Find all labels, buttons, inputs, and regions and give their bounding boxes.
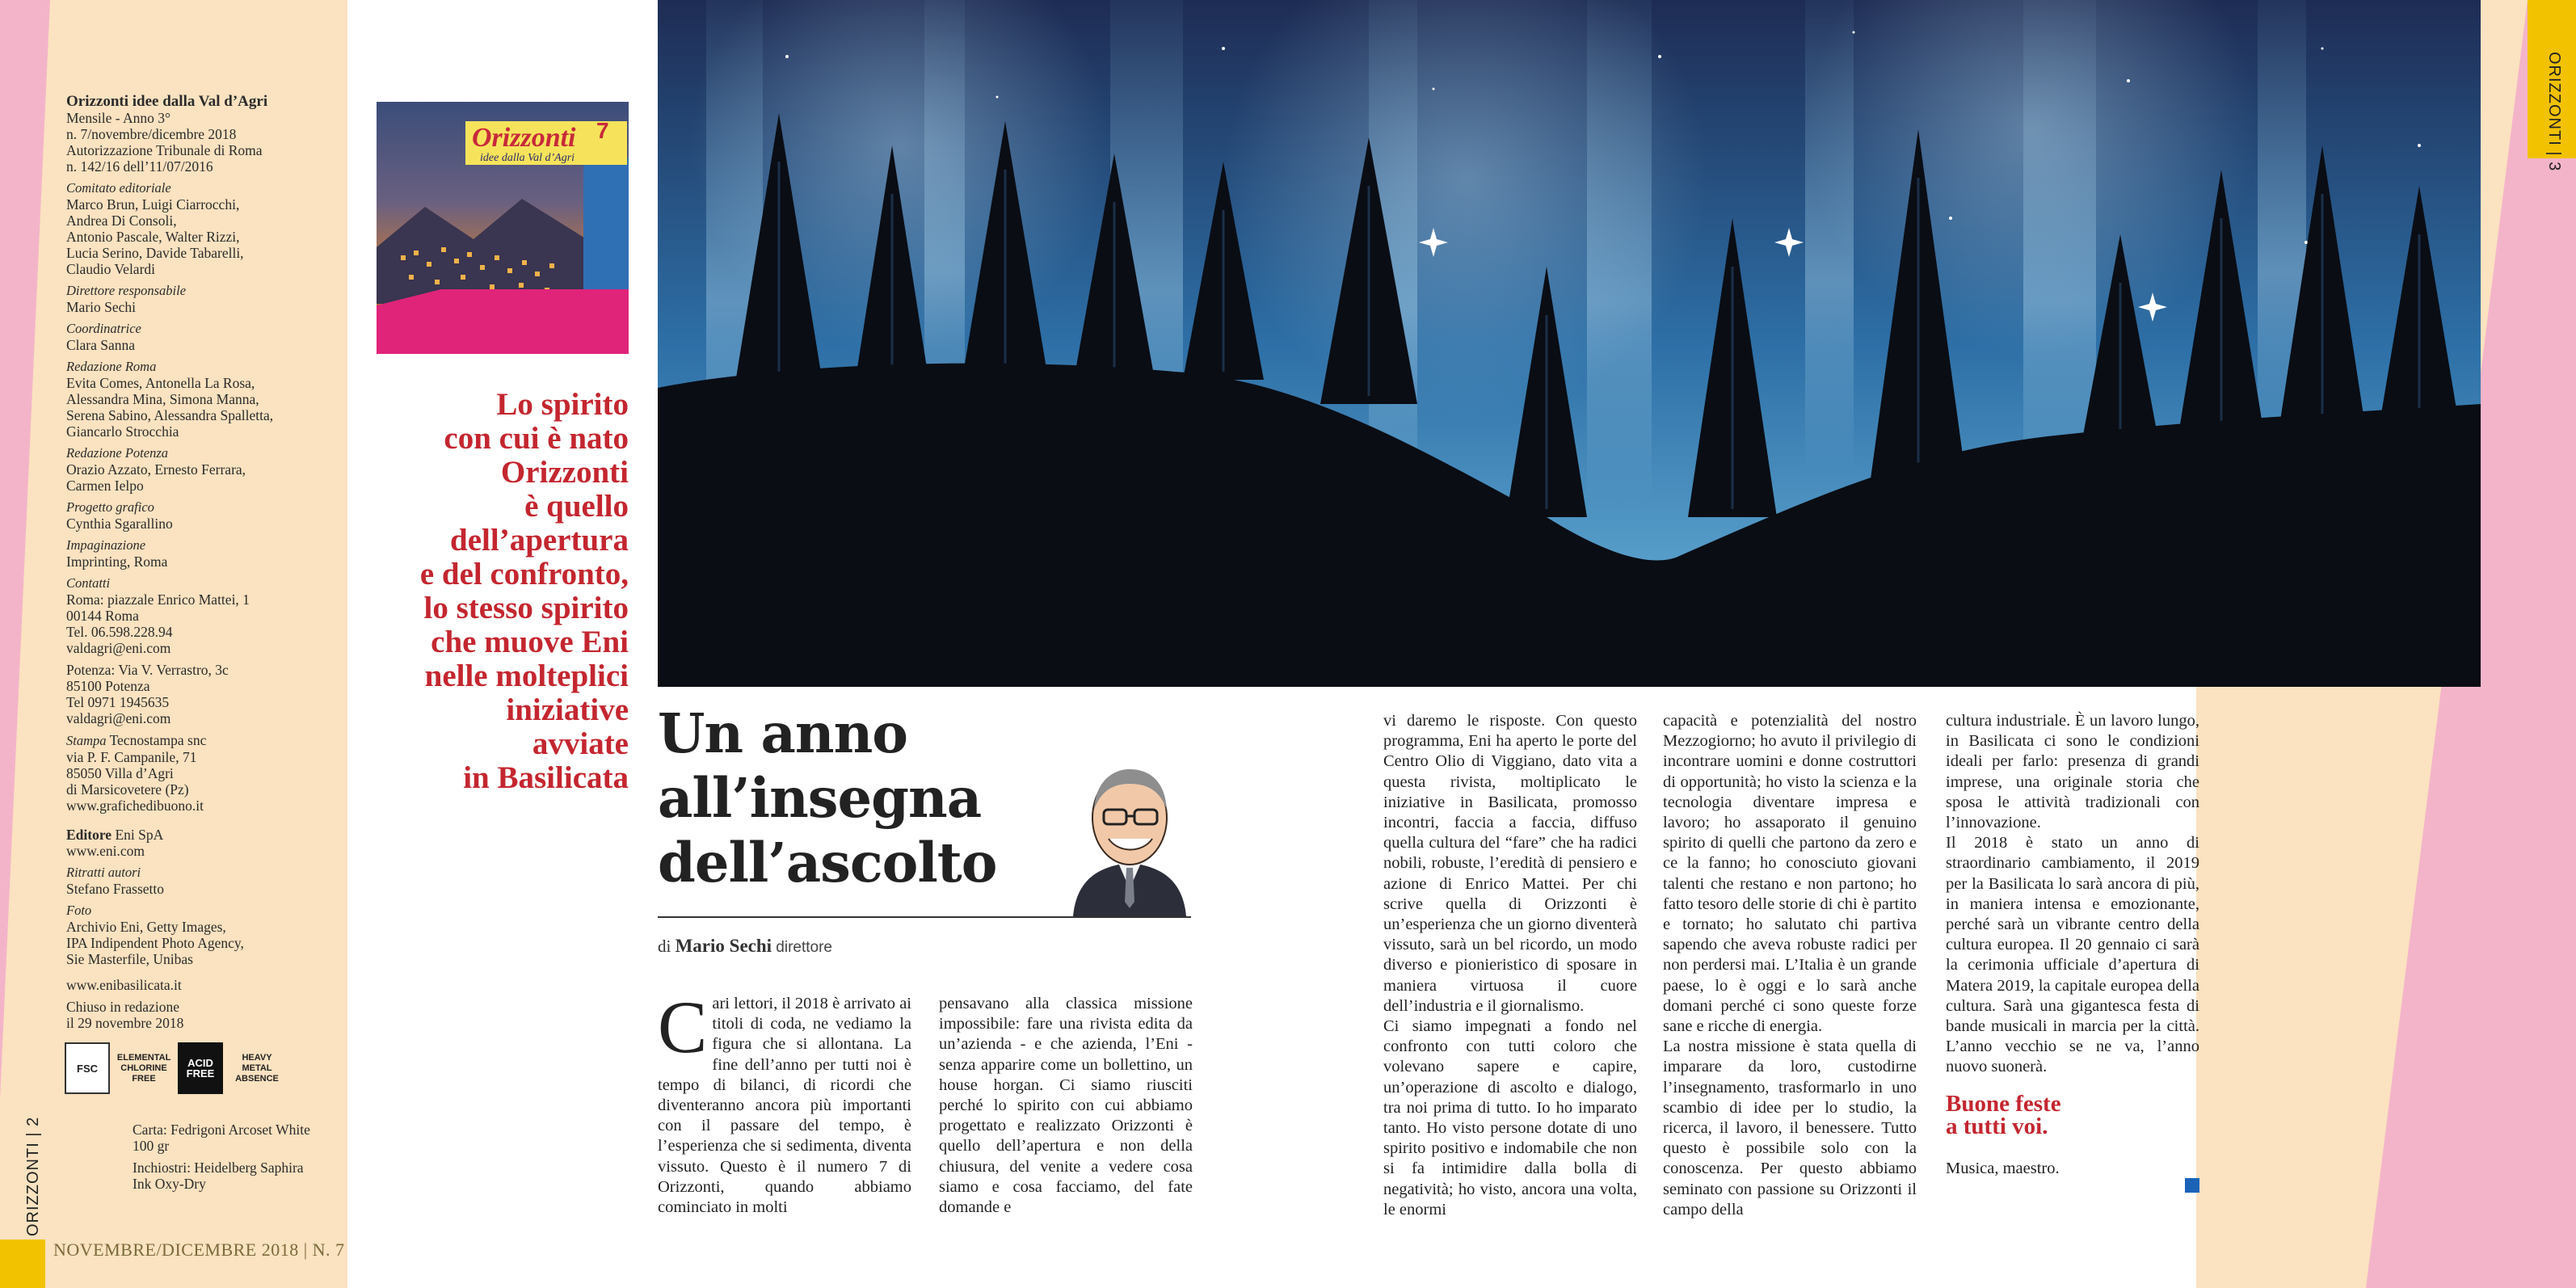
- foto-line: IPA Indipendent Photo Agency,: [66, 935, 244, 951]
- magazine-cover-thumbnail: [377, 102, 629, 354]
- coordinatrice-name: Clara Sanna: [66, 337, 136, 353]
- comitato-line: Claudio Velardi: [66, 261, 156, 277]
- redazione-roma-label: Redazione Roma: [66, 359, 157, 374]
- cover-magenta-band: [377, 289, 629, 354]
- heavy-metal-absence-logo: HEAVY METAL ABSENCE: [235, 1052, 279, 1084]
- greeting-line: a tutti voi.: [1946, 1113, 2048, 1139]
- pull-quote-line: lo stesso spirito: [423, 591, 629, 625]
- stampa-label: Stampa: [66, 733, 107, 748]
- editore-website[interactable]: www.eni.com: [66, 843, 145, 859]
- stampa-line: via P. F. Campanile, 71: [66, 749, 197, 765]
- headline-line: Un anno: [658, 701, 907, 765]
- contatti-roma-email[interactable]: valdagri@eni.com: [66, 640, 171, 656]
- comitato-label: Comitato editoriale: [66, 180, 171, 196]
- pull-quote-line: è quello: [524, 489, 629, 524]
- contatti-roma-line: Roma: piazzale Enrico Mattei, 1: [66, 591, 250, 608]
- greeting-line: Buone feste: [1946, 1090, 2061, 1117]
- article-paragraph: ari lettori, il 2018 è arrivato ai titoli di coda, ne vediamo la figura che si allontana. La fine dell’anno per tutti noi è tempo di bilanci, di ricordi che diventeranno ancora più importanti con il passare del tempo, è l’esperienza che si sedimenta, diventa vissuto. Questo è il numero 7 di Orizzonti, quando abbiamo cominciato in molti: [658, 995, 911, 1217]
- fsc-logo: FSC: [65, 1042, 110, 1094]
- pull-quote-line: con cui è nato: [444, 421, 629, 456]
- acid-free-logo: ACID FREE: [178, 1042, 223, 1094]
- impaginazione-label: Impaginazione: [66, 537, 146, 553]
- colophon-line: n. 142/16 dell’11/07/2016: [66, 158, 213, 175]
- foto-label: Foto: [66, 903, 92, 918]
- article-column-2: [939, 994, 1193, 1218]
- pull-quote-line: e del confronto,: [419, 557, 629, 591]
- pull-quote-line: Lo spirito: [496, 387, 629, 422]
- article-closing: Musica, maestro.: [1946, 1159, 2060, 1177]
- article-headline: [658, 701, 1078, 895]
- eni-basilicata-website[interactable]: www.enibasilicata.it: [66, 977, 182, 993]
- hero-winter-forest-image: [658, 0, 2481, 687]
- redazione-roma-line: Serena Sabino, Alessandra Spalletta,: [66, 407, 274, 423]
- pull-quote-line: iniziative: [506, 692, 629, 727]
- foto-line: Archivio Eni, Getty Images,: [66, 919, 226, 935]
- editore-name: Eni SpA: [115, 827, 164, 843]
- carta-line: 100 gr: [133, 1138, 170, 1154]
- pull-quote-line: nelle molteplici: [424, 659, 629, 693]
- colophon-line: Mensile - Anno 3°: [66, 110, 171, 126]
- season-greeting: [1946, 1092, 2199, 1138]
- colophon-line: n. 7/novembre/dicembre 2018: [66, 126, 237, 142]
- colophon: [66, 94, 333, 1037]
- pull-quote-line: Orizzonti: [500, 455, 629, 490]
- pull-quote: [356, 388, 629, 795]
- author-role: direttore: [776, 939, 832, 956]
- chlorine-free-logo: ELEMENTAL CHLORINE FREE: [116, 1052, 171, 1084]
- article-paragraph: La nostra missione è stata quella di imparare da loro, custodirne l’insegnamento, trasformarlo in uno scambio di idee per lo studio, la ricerca, il lavoro, il benessere. Tutto questo è possibile solo con la conoscenza. Per questo abbiamo seminato con passione su Orizzonti il campo della: [1663, 1038, 1917, 1219]
- comitato-line: Andrea Di Consoli,: [66, 213, 177, 229]
- cover-issue-number: 7: [596, 118, 609, 143]
- progetto-name: Cynthia Sgarallino: [66, 516, 173, 532]
- redazione-roma-line: Giancarlo Strocchia: [66, 423, 179, 440]
- ritratti-name: Stefano Frassetto: [66, 881, 165, 897]
- stampa-line: 85050 Villa d’Agri: [66, 765, 174, 781]
- progetto-label: Progetto grafico: [66, 499, 154, 515]
- contatti-potenza-line: 85100 Potenza: [66, 678, 150, 694]
- left-page-tab: [0, 1240, 45, 1288]
- impaginazione-name: Imprinting, Roma: [66, 554, 168, 570]
- stampa-line: di Marsicovetere (Pz): [66, 781, 189, 798]
- colophon-line: Autorizzazione Tribunale di Roma: [66, 142, 263, 158]
- paper-info: [133, 1122, 399, 1198]
- author-name: Mario Sechi: [675, 936, 772, 956]
- article-end-mark: [2185, 1178, 2199, 1193]
- cover-title: Orizzonti: [472, 123, 576, 153]
- ritratti-label: Ritratti autori: [66, 865, 141, 880]
- cover-subtitle: idee dalla Val d’Agri: [480, 152, 575, 164]
- headline-line: all’insegna: [658, 766, 982, 830]
- inchiostri-line: Inchiostri: Heidelberg Saphira: [133, 1160, 304, 1176]
- article-paragraph: pensavano alla classica missione impossibile: fare una rivista edita da un’azienda - e che azienda, l’Eni - senza apparire come un bollettino, un house horgan. Ci siamo riusciti perché lo spirito con cui abbiamo progettato e realizzato Orizzonti è quello dell’apertura e non della chiusura, del venite a vedere cosa siamo e cosa facciamo, del fate domande e: [939, 995, 1193, 1217]
- pull-quote-line: avviate: [532, 726, 629, 761]
- contatti-potenza-line: Tel 0971 1945635: [66, 694, 170, 710]
- drop-cap: C: [658, 986, 708, 1068]
- coordinatrice-label: Coordinatrice: [66, 321, 141, 336]
- contatti-roma-line: 00144 Roma: [66, 608, 139, 624]
- article-paragraph: vi daremo le risposte. Con questo programma, Eni ha aperto le porte del Centro Olio di Viggiano, dato vita a questa rivista, moltiplicato le iniziative in Basilicata, promosso incontri, faccia a faccia, diffuso quella cultura del “fare” che ha radici nobili, robuste, l’eredità di pensiero e azione di Enrico Mattei. Per chi scrive quella di Orizzonti è un’esperienza che un giorno diventerà vissuto, sarà un bel ricordo, un modo diverso e pionieristico di sposare in maniera virtuosa il cuore dell’industria e il giornalismo.: [1383, 712, 1637, 1015]
- article-column-4: [1663, 711, 1917, 1220]
- issue-date-footer: NOVEMBRE/DICEMBRE 2018 | N. 7: [53, 1240, 345, 1260]
- article-column-1: [658, 986, 911, 1218]
- direttore-label: Direttore responsabile: [66, 283, 187, 298]
- carta-line: Carta: Fedrigoni Arcoset White: [133, 1122, 310, 1138]
- byline: [658, 936, 832, 957]
- inchiostri-line: Ink Oxy-Dry: [133, 1176, 206, 1192]
- right-page-folio: [2542, 52, 2566, 172]
- pull-quote-line: che muove Eni: [431, 625, 629, 659]
- author-caricature: [1065, 760, 1194, 916]
- redazione-potenza-line: Orazio Azzato, Ernesto Ferrara,: [66, 461, 246, 478]
- foto-line: Sie Masterfile, Unibas: [66, 951, 193, 967]
- left-page-number: ORIZZONTI | 2: [24, 1116, 42, 1236]
- right-page-number: ORIZZONTI | 3: [2545, 52, 2563, 172]
- comitato-line: Marco Brun, Luigi Ciarrocchi,: [66, 196, 240, 213]
- certification-logos: [65, 1042, 280, 1094]
- byline-prefix: di: [658, 937, 671, 956]
- pull-quote-line: in Basilicata: [463, 760, 629, 795]
- village-illustration: [377, 191, 587, 304]
- contatti-roma-line: Tel. 06.598.228.94: [66, 624, 173, 640]
- redazione-roma-line: Alessandra Mina, Simona Manna,: [66, 391, 259, 407]
- article-paragraph: capacità e potenzialità del nostro Mezzogiorno; ho avuto il privilegio di incontrare uomini e donne costruttori di opportunità; ho visto la scienza e la tecnologia diventare impresa e lavoro; ho assaporato il genuino spirito di quelli che partono da zero e ce la fanno; ho conosciuto giovani talenti che restano e non partono; ho fatto tesoro delle storie di chi è partito e tornato; ho salutato chi partiva sapendo che aveva robuste radici per non perdersi mai. L’Italia è un grande paese, lo è oggi e lo sarà anche domani perché ci sono queste forze sane e ricche di energia.: [1663, 712, 1917, 1036]
- direttore-name: Mario Sechi: [66, 299, 137, 315]
- redazione-potenza-label: Redazione Potenza: [66, 445, 169, 461]
- contatti-potenza-email[interactable]: valdagri@eni.com: [66, 710, 171, 726]
- publication-name: Orizzonti idee dalla Val d’Agri: [66, 93, 268, 110]
- pull-quote-line: dell’apertura: [450, 523, 629, 558]
- chiuso-line: Chiuso in redazione: [66, 999, 179, 1015]
- headline-line: dell’ascolto: [658, 831, 997, 894]
- stampa-name: Tecnostampa snc: [109, 732, 207, 748]
- stampa-website[interactable]: www.grafichedibuono.it: [66, 798, 204, 814]
- left-page-folio: [19, 1116, 44, 1236]
- article-paragraph: cultura industriale. È un lavoro lungo, in Basilicata ci sono le condizioni ideali per farlo: presenza di grandi imprese, una originale storia che sposa le attività tradizionali con l’innovazione.: [1946, 712, 2199, 832]
- chiuso-line: il 29 novembre 2018: [66, 1015, 184, 1031]
- article-paragraph: Il 2018 è stato un anno di straordinario cambiamento, il 2019 per la Basilicata lo sarà ancora di più, in maniera intensa e emozionante, perché sarà un vibrante centro della cultura europea. Il 20 gennaio ci sarà la cerimonia ufficiale d’apertura di Matera 2019, la capitale europea della cultura. Sarà una gigantesca festa di bande musicali in marcia per la città. L’anno vecchio se ne va, l’anno nuovo suonerà.: [1946, 834, 2199, 1076]
- right-edge-pink-strip: [2528, 0, 2576, 1288]
- comitato-line: Lucia Serino, Davide Tabarelli,: [66, 245, 244, 261]
- comitato-line: Antonio Pascale, Walter Rizzi,: [66, 229, 240, 245]
- hero-illustration: [658, 0, 2481, 687]
- contatti-label: Contatti: [66, 575, 111, 591]
- article-column-3: [1383, 711, 1637, 1220]
- redazione-roma-line: Evita Comes, Antonella La Rosa,: [66, 375, 255, 391]
- redazione-potenza-line: Carmen Ielpo: [66, 478, 144, 494]
- headline-divider: [658, 916, 1191, 918]
- article-column-5: [1946, 711, 2199, 1179]
- editore-label: Editore: [66, 827, 112, 843]
- contatti-potenza-line: Potenza: Via V. Verrastro, 3c: [66, 662, 229, 678]
- article-paragraph: Ci siamo impegnati a fondo nel confronto con tutti coloro che volevano sapere e capire, un’operazione di ascolto e dialogo, tra noi prima di tutto. Io ho imparato tanto. Ho visto persone dotate di uno spirito positivo e indomabile che non si fa intimidire dalla bolla di negatività; ho visto, ancora una volta, le enormi: [1383, 1017, 1637, 1219]
